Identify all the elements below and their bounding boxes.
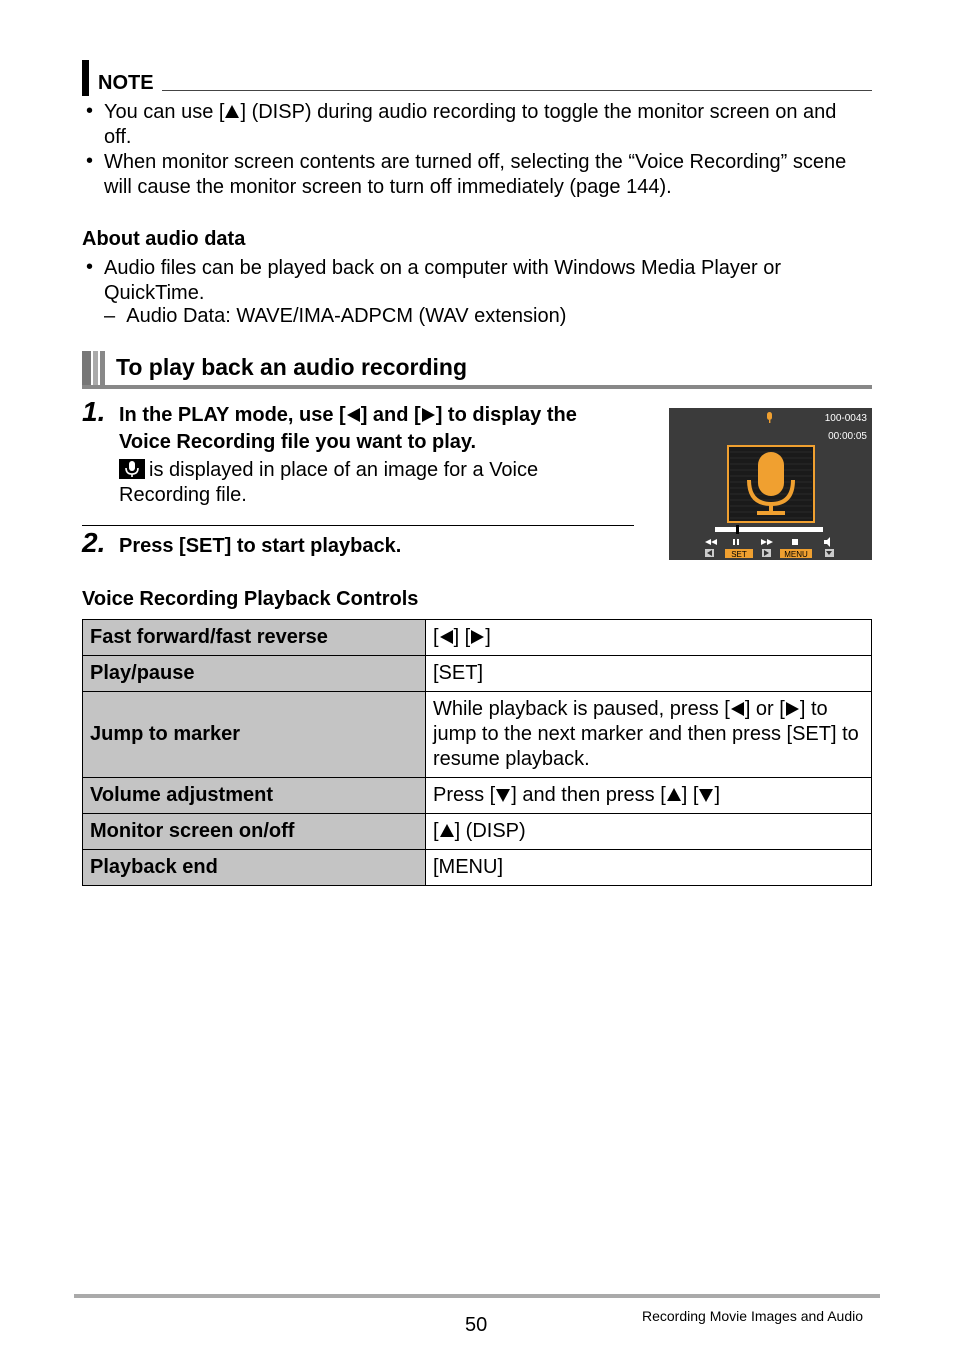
left-arrow-icon	[440, 630, 453, 644]
right-arrow-icon	[786, 702, 799, 716]
right-arrow-icon	[471, 630, 484, 644]
note-rule	[162, 90, 872, 91]
page-number: 50	[465, 1314, 488, 1336]
table-row	[83, 850, 872, 886]
voice-recording-icon	[119, 459, 145, 479]
footer-rule	[74, 1294, 880, 1298]
control-value: [MENU]	[426, 850, 872, 886]
progress-bar	[715, 527, 823, 532]
step-2-number: 2.	[82, 527, 106, 558]
screen-menu-label: MENU	[784, 550, 808, 559]
table-row	[83, 778, 872, 814]
control-value: [ ] (DISP)	[426, 814, 872, 850]
section-title: To play back an audio recording	[116, 354, 468, 380]
camera-screen-illustration	[669, 408, 872, 560]
audio-data-heading: About audio data	[82, 228, 246, 250]
audio-data-bullet: Audio files can be played back on a computer with Windows Media Player or QuickTime.	[104, 257, 782, 304]
up-arrow-icon	[225, 105, 239, 118]
control-value: [SET]	[426, 656, 872, 692]
table-row	[83, 814, 872, 850]
note-bullet-2: When monitor screen contents are turned off, selecting the “Voice Recording” scene will cause the monitor screen to turn off immediately (page 144).	[104, 151, 847, 198]
playback-screen	[669, 408, 872, 560]
down-arrow-icon	[496, 789, 510, 802]
bullet-dot: •	[86, 256, 94, 278]
step-1-body: is displayed in place of an image for a Voice Recording file.	[119, 459, 539, 506]
audio-data-sub: – Audio Data: WAVE/IMA-ADPCM (WAV extension)	[104, 305, 567, 327]
bullet-dot: •	[86, 150, 94, 172]
left-arrow-icon	[731, 702, 744, 716]
section-bar	[82, 351, 91, 385]
controls-heading: Voice Recording Playback Controls	[82, 588, 419, 610]
up-arrow-icon	[440, 824, 454, 837]
control-value: Press [ ] and then press [ ] [ ]	[426, 778, 872, 814]
control-value: [ ] [ ]	[426, 620, 872, 656]
step-1-title: In the PLAY mode, use [ ] and [ ] to display the Voice Recording file you want to play.	[119, 404, 577, 453]
section-bar	[93, 351, 98, 385]
note-label: NOTE	[98, 72, 154, 94]
note-bullet-1: You can use [ ] (DISP) during audio recording to toggle the monitor screen on and off.	[104, 101, 837, 148]
section-bar	[100, 351, 105, 385]
control-key: Play/pause	[83, 656, 426, 692]
screen-set-label: SET	[731, 550, 747, 559]
control-key: Jump to marker	[83, 692, 426, 778]
control-key: Playback end	[83, 850, 426, 886]
step-1-number: 1.	[82, 396, 106, 427]
screen-time: 00:00:05	[828, 431, 867, 442]
control-value: While playback is paused, press [ ] or [ ] to jump to the next marker and then press [SET] to resume playback.	[426, 692, 872, 778]
footer-title: Recording Movie Images and Audio	[642, 1308, 864, 1324]
left-arrow-icon	[347, 408, 360, 422]
control-key: Volume adjustment	[83, 778, 426, 814]
bullet-dot: •	[86, 100, 94, 122]
step-divider	[82, 525, 634, 526]
up-arrow-icon	[667, 788, 681, 801]
down-arrow-icon	[699, 789, 713, 802]
control-key: Monitor screen on/off	[83, 814, 426, 850]
section-heading	[82, 351, 872, 389]
progress-marker	[736, 525, 739, 534]
table-row	[83, 620, 872, 656]
table-row	[83, 656, 872, 692]
step-2-title: Press [SET] to start playback.	[119, 535, 402, 557]
note-bar	[82, 60, 89, 96]
table-row	[83, 692, 872, 778]
section-rule	[82, 385, 872, 389]
screen-file-number: 100-0043	[824, 413, 867, 424]
right-arrow-icon	[422, 408, 435, 422]
controls-table	[82, 619, 872, 886]
control-key: Fast forward/fast reverse	[83, 620, 426, 656]
